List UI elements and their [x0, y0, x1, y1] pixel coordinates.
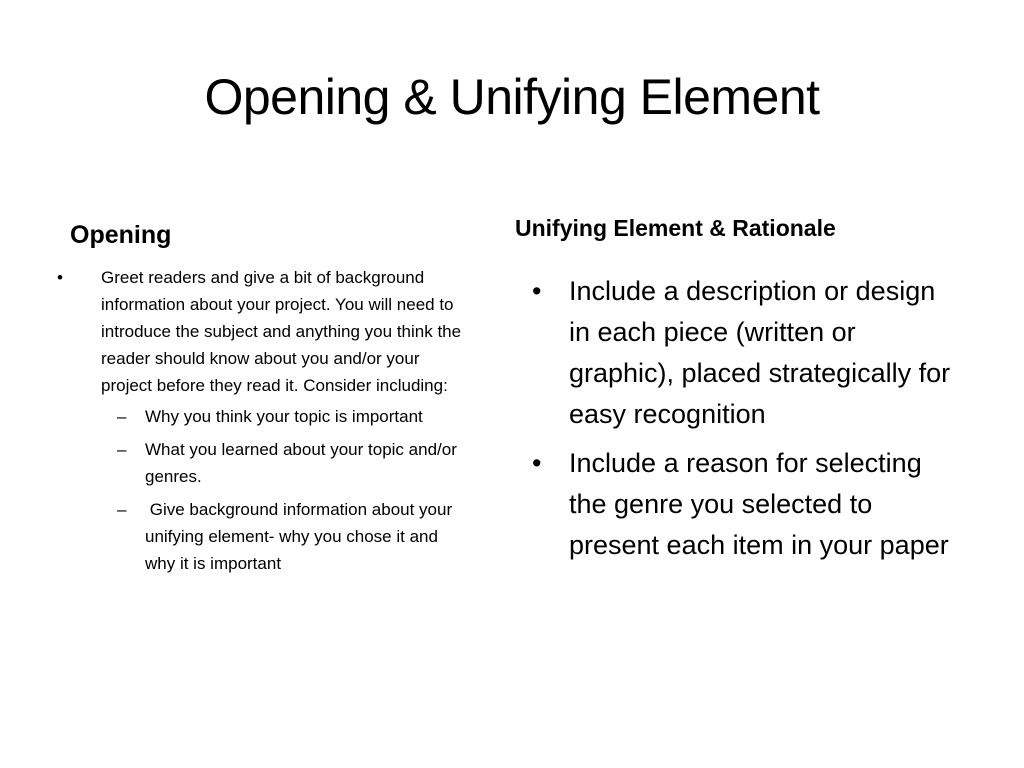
opening-bullet-list	[57, 264, 472, 583]
opening-bullet-text: Greet readers and give a bit of background information about your project. You will need to introduce the subject and anything you think the reader should know about you and/or your project before they read it. Consider including:	[101, 268, 462, 395]
sub-bullet-text: Give background information about your unifying element- why you chose it and why it is important	[145, 500, 457, 573]
unifying-element-bullet-list	[532, 271, 962, 574]
opening-heading: Opening	[70, 221, 172, 249]
bullet-marker: •	[57, 268, 63, 287]
unifying-element-bullet-item	[532, 271, 962, 435]
bullet-marker: •	[532, 448, 542, 478]
dash-marker: –	[117, 500, 127, 519]
dash-marker: –	[117, 440, 127, 459]
unifying-element-heading: Unifying Element & Rationale	[515, 215, 836, 241]
unifying-element-bullet-item	[532, 443, 962, 566]
unifying-element-bullet-text: Include a description or design in each piece (written or graphic), placed strategically for easy recognition	[569, 276, 951, 429]
opening-sub-bullet-item	[101, 496, 472, 577]
bullet-marker: •	[532, 276, 542, 306]
opening-sub-bullet-item	[101, 403, 472, 430]
opening-sub-bullet-list	[101, 403, 472, 577]
opening-sub-bullet-item	[101, 436, 472, 490]
sub-bullet-text: What you learned about your topic and/or genres.	[145, 440, 457, 486]
sub-bullet-text: Why you think your topic is important	[145, 407, 423, 426]
opening-bullet-item	[57, 264, 472, 577]
dash-marker: –	[117, 407, 127, 426]
slide-title: Opening & Unifying Element	[204, 69, 820, 125]
unifying-element-bullet-text: Include a reason for selecting the genre you selected to present each item in your paper	[569, 448, 949, 560]
